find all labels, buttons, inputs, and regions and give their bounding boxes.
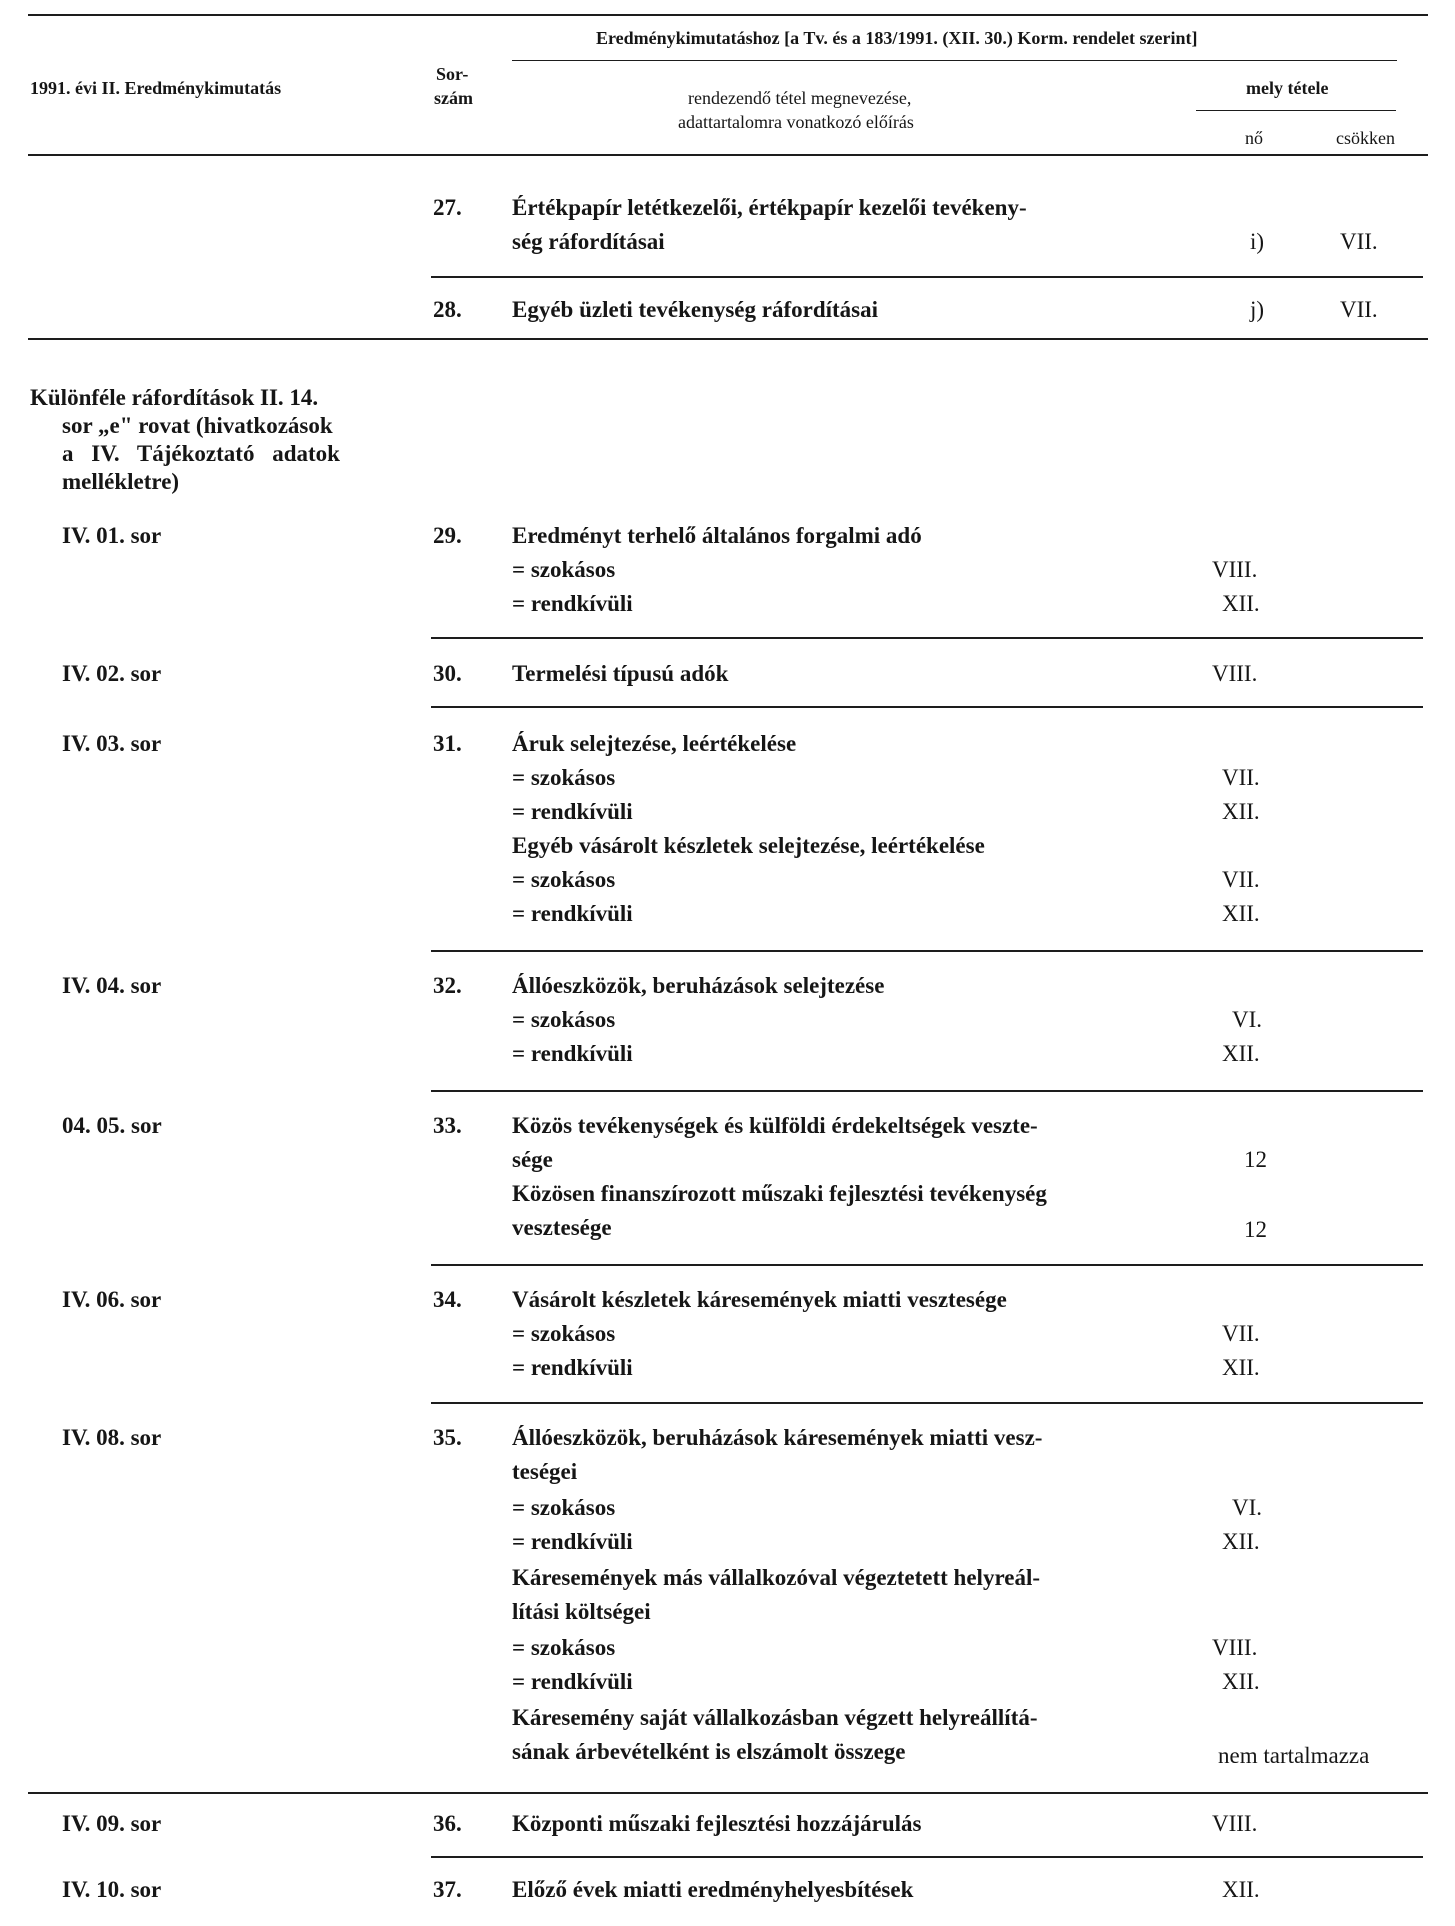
row-item-line: = szokásos <box>512 1007 616 1032</box>
row-item-line: Állóeszközök, beruházások selejtezése <box>512 973 885 998</box>
row-value: 12 <box>1244 1217 1267 1242</box>
row-category: IV. 01. sor <box>62 523 162 548</box>
row-item-line: = szokásos <box>512 765 616 790</box>
row-item-line: vesztesége <box>512 1215 612 1240</box>
row-item-line: Áruk selejtezése, leértékelése <box>512 731 797 756</box>
row-item-line: = rendkívüli <box>512 1041 633 1066</box>
row-item-line: = szokásos <box>512 867 616 892</box>
row-category: IV. 08. sor <box>62 1425 162 1450</box>
header-group-rule <box>512 60 1397 61</box>
row-value: VI. <box>1232 1495 1263 1520</box>
header-bottom-rule <box>28 154 1428 156</box>
row-category: 04. 05. sor <box>62 1113 162 1138</box>
section-divider <box>28 1792 1428 1794</box>
row-number: 29. <box>433 523 462 548</box>
header-col4b-title: csökken <box>1336 128 1395 148</box>
header-col4a-title: nő <box>1245 128 1263 148</box>
row-item-line: = rendkívüli <box>512 901 633 926</box>
row-item-line: Állóeszközök, beruházások káresemények miatti vesz- <box>512 1425 1043 1450</box>
row-item-line: = rendkívüli <box>512 1669 633 1694</box>
header-group-title: Eredménykimutatáshoz [a Tv. és a 183/1991. (XII. 30.) Korm. rendelet szerint] <box>596 28 1198 48</box>
row-value: XII. <box>1222 1877 1260 1902</box>
row-item-line: Egyéb vásárolt készletek selejtezése, leértékelése <box>512 833 985 858</box>
row-item-line: = rendkívüli <box>512 1355 633 1380</box>
row-value: VIII. <box>1212 1635 1258 1660</box>
row-item-line: Közös tevékenységek és külföldi érdekeltségek veszte- <box>512 1113 1038 1138</box>
row-item-line: Egyéb üzleti tevékenység ráfordításai <box>512 297 879 322</box>
row-item-line: sége <box>512 1147 553 1172</box>
row-item-line: Értékpapír letétkezelői, értékpapír kezelői tevékeny- <box>512 195 1027 220</box>
row-item-line: = szokásos <box>512 1321 616 1346</box>
row-number: 36. <box>433 1811 462 1836</box>
row-divider <box>431 950 1423 952</box>
header-col2-title-l2: szám <box>434 88 473 108</box>
row-item-line: Vásárolt készletek káresemények miatti vesztesége <box>512 1287 1007 1312</box>
row-divider <box>431 1402 1423 1404</box>
row-category: IV. 09. sor <box>62 1811 162 1836</box>
row-divider <box>431 1090 1423 1092</box>
category-heading-line: Különféle ráfordítások II. 14. <box>30 385 319 410</box>
row-mark-no: i) <box>1250 229 1265 254</box>
row-category: IV. 04. sor <box>62 973 162 998</box>
header-col2-title-l1: Sor- <box>436 64 469 84</box>
row-item-line: = rendkívüli <box>512 591 633 616</box>
row-divider <box>431 637 1423 639</box>
row-number: 35. <box>433 1425 462 1450</box>
row-divider <box>431 1856 1423 1858</box>
row-mark-no: j) <box>1250 297 1265 322</box>
row-number: 30. <box>433 661 462 686</box>
header-top-rule <box>28 14 1428 16</box>
row-divider <box>431 706 1423 708</box>
row-item-line: teségei <box>512 1459 578 1484</box>
row-value: VII. <box>1222 765 1260 790</box>
row-item-line: = rendkívüli <box>512 799 633 824</box>
row-item-line: = szokásos <box>512 1495 616 1520</box>
row-value: XII. <box>1222 1529 1260 1554</box>
row-category: IV. 06. sor <box>62 1287 162 1312</box>
row-item-line: Káresemények más vállalkozóval végeztetett helyreál- <box>512 1565 1041 1590</box>
row-mark-csokken: VII. <box>1340 297 1378 322</box>
row-value: VII. <box>1222 1321 1260 1346</box>
row-number: 28. <box>433 297 462 322</box>
row-number: 27. <box>433 195 462 220</box>
row-mark-csokken: VII. <box>1340 229 1378 254</box>
row-category: IV. 02. sor <box>62 661 162 686</box>
row-item-line: ség ráfordításai <box>512 229 665 254</box>
row-item-line: Előző évek miatti eredményhelyesbítések <box>512 1877 914 1902</box>
row-value: VI. <box>1232 1007 1263 1032</box>
row-value: VIII. <box>1212 1811 1258 1836</box>
row-divider <box>431 276 1423 278</box>
row-category: IV. 03. sor <box>62 731 162 756</box>
row-value: nem tartalmazza <box>1218 1743 1370 1768</box>
row-divider <box>431 1264 1423 1266</box>
header-col3-title-l2: adattartalomra vonatkozó előírás <box>678 112 914 132</box>
row-value: XII. <box>1222 799 1260 824</box>
row-number: 32. <box>433 973 462 998</box>
row-value: XII. <box>1222 1355 1260 1380</box>
row-number: 34. <box>433 1287 462 1312</box>
row-value: 12 <box>1244 1147 1267 1172</box>
header-col4-title: mely tétele <box>1246 78 1329 98</box>
row-value: XII. <box>1222 1669 1260 1694</box>
row-value: XII. <box>1222 1041 1260 1066</box>
category-heading-line: a IV. Tájékoztató adatok <box>62 441 340 466</box>
row-value: XII. <box>1222 591 1260 616</box>
row-number: 37. <box>433 1877 462 1902</box>
row-item-line: Közösen finanszírozott műszaki fejlesztési tevékenység <box>512 1181 1047 1206</box>
row-item-line: lítási költségei <box>512 1599 651 1624</box>
category-heading <box>30 384 410 496</box>
row-value: VII. <box>1222 867 1260 892</box>
row-item-line: Termelési típusú adók <box>512 661 729 686</box>
header-col3-title-l1: rendezendő tétel megnevezése, <box>688 88 912 108</box>
row-item-line: Eredményt terhelő általános forgalmi adó <box>512 523 922 548</box>
category-heading-line: sor „e" rovat (hivatkozások <box>62 413 333 438</box>
row-item-line: = rendkívüli <box>512 1529 633 1554</box>
row-item-line: = szokásos <box>512 557 616 582</box>
row-item-line: Központi műszaki fejlesztési hozzájárulás <box>512 1811 922 1836</box>
row-category: IV. 10. sor <box>62 1877 162 1902</box>
category-heading-line: mellékletre) <box>62 469 180 494</box>
section-divider <box>28 338 1428 340</box>
row-item-line: Káresemény saját vállalkozásban végzett helyreállítá- <box>512 1705 1038 1730</box>
row-item-line: = szokásos <box>512 1635 616 1660</box>
row-number: 31. <box>433 731 462 756</box>
row-value: XII. <box>1222 901 1260 926</box>
header-col1-title: 1991. évi II. Eredménykimutatás <box>30 78 282 98</box>
row-item-line: sának árbevételként is elszámolt összege <box>512 1739 906 1764</box>
row-value: VIII. <box>1212 557 1258 582</box>
header-sub-rule <box>1196 110 1396 111</box>
row-number: 33. <box>433 1113 462 1138</box>
row-value: VIII. <box>1212 661 1258 686</box>
